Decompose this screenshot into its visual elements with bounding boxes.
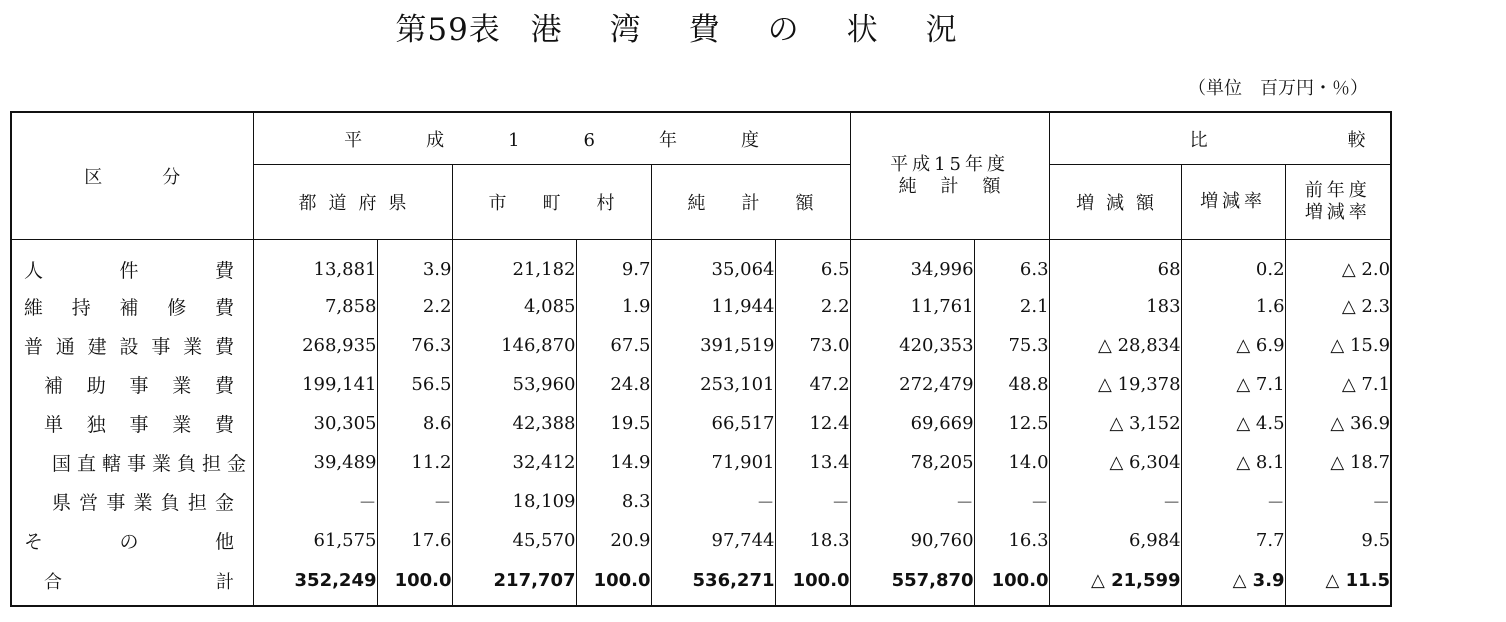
cell-muni: 32,412 — [452, 443, 576, 482]
table-row — [11, 240, 1391, 288]
header-municipality: 市町村 — [452, 165, 651, 240]
header-net-total: 純計額 — [651, 165, 850, 240]
row-label-text: 県営事業負担金 — [52, 492, 240, 514]
table-row — [11, 287, 1391, 326]
cell-diff: 6,984 — [1049, 521, 1181, 560]
header-prev-change — [1285, 165, 1391, 240]
cell-fy15: － — [850, 482, 974, 521]
cell-muni: 4,085 — [452, 287, 576, 326]
cell-net: － — [651, 482, 775, 521]
table-header — [11, 112, 1506, 240]
cell-muni: 21,182 — [452, 240, 576, 288]
cell-pref: 39,489 — [253, 443, 377, 482]
row-label — [11, 482, 253, 521]
cell-net: 35,064 — [651, 240, 775, 288]
cell-pref-pct: 2.2 — [377, 287, 452, 326]
harbor-expenses-table — [10, 111, 1506, 607]
cell-pref-pct: － — [377, 482, 452, 521]
table-row — [11, 365, 1391, 404]
row-label — [11, 287, 253, 326]
cell-muni: 18,109 — [452, 482, 576, 521]
table-row — [11, 404, 1391, 443]
row-label-text: 国直轄事業負担金 — [52, 453, 253, 475]
cell-diff: △ 19,378 — [1049, 365, 1181, 404]
cell-rate: 7.7 — [1181, 521, 1285, 560]
cell-muni: 53,960 — [452, 365, 576, 404]
cell-fy15-pct: 12.5 — [974, 404, 1049, 443]
cell-pref: 7,858 — [253, 287, 377, 326]
cell-pref-pct: 11.2 — [377, 443, 452, 482]
cell-net-pct: 100.0 — [775, 560, 850, 606]
cell-muni-pct: 67.5 — [576, 326, 651, 365]
cell-fy15: 69,669 — [850, 404, 974, 443]
cell-muni: 45,570 — [452, 521, 576, 560]
cell-pref: 30,305 — [253, 404, 377, 443]
cell-fy15-pct: 2.1 — [974, 287, 1049, 326]
cell-diff: △ 3,152 — [1049, 404, 1181, 443]
table-row — [11, 326, 1391, 365]
cell-diff: 68 — [1049, 240, 1181, 288]
row-label-text: 普通建設事業費 — [24, 336, 240, 358]
cell-muni-pct: 100.0 — [576, 560, 651, 606]
cell-diff: △ 21,599 — [1049, 560, 1181, 606]
row-label-text: 単独事業費 — [44, 414, 240, 436]
cell-fy15-pct: 14.0 — [974, 443, 1049, 482]
cell-muni-pct: 1.9 — [576, 287, 651, 326]
cell-diff: 183 — [1049, 287, 1181, 326]
cell-net: 536,271 — [651, 560, 775, 606]
row-label — [11, 521, 253, 560]
row-label — [11, 404, 253, 443]
header-prefecture: 都道府県 — [253, 165, 452, 240]
table-row — [11, 443, 1391, 482]
cell-pref: 352,249 — [253, 560, 377, 606]
cell-diff: △ 6,304 — [1049, 443, 1181, 482]
table-subject: 港湾費の状況 — [530, 12, 1005, 48]
table-row — [11, 560, 1391, 606]
cell-prev: △ 7.1 — [1285, 365, 1391, 404]
cell-muni: 42,388 — [452, 404, 576, 443]
row-label-text: 人件費 — [24, 260, 240, 282]
table-title — [0, 4, 1400, 49]
cell-pref-pct: 56.5 — [377, 365, 452, 404]
cell-net-pct: 47.2 — [775, 365, 850, 404]
cell-prev: △ 2.3 — [1285, 287, 1391, 326]
cell-rate: △ 3.9 — [1181, 560, 1285, 606]
cell-net: 71,901 — [651, 443, 775, 482]
cell-fy15-pct: 6.3 — [974, 240, 1049, 288]
row-label-text: 補助事業費 — [44, 375, 240, 397]
cell-muni: 146,870 — [452, 326, 576, 365]
header-change-amount: 増減額 — [1049, 165, 1181, 240]
header-fy15 — [850, 112, 1049, 240]
table-row — [11, 482, 1391, 521]
cell-rate: △ 4.5 — [1181, 404, 1285, 443]
cell-net: 66,517 — [651, 404, 775, 443]
cell-net-pct: － — [775, 482, 850, 521]
header-fy15-line1: 平成15年度 — [890, 154, 1010, 175]
cell-pref-pct: 8.6 — [377, 404, 452, 443]
cell-muni-pct: 19.5 — [576, 404, 651, 443]
cell-pref: 61,575 — [253, 521, 377, 560]
cell-muni-pct: 20.9 — [576, 521, 651, 560]
cell-prev: － — [1285, 482, 1391, 521]
cell-prev: △ 18.7 — [1285, 443, 1391, 482]
cell-prev: △ 11.5 — [1285, 560, 1391, 606]
cell-fy15: 78,205 — [850, 443, 974, 482]
cell-pref-pct: 3.9 — [377, 240, 452, 288]
cell-pref-pct: 76.3 — [377, 326, 452, 365]
row-label-text: その他 — [24, 531, 240, 553]
cell-net-pct: 18.3 — [775, 521, 850, 560]
cell-fy15: 90,760 — [850, 521, 974, 560]
cell-rate: 0.2 — [1181, 240, 1285, 288]
header-prev-change-line2: 増減率 — [1304, 202, 1371, 223]
cell-muni-pct: 24.8 — [576, 365, 651, 404]
cell-muni-pct: 14.9 — [576, 443, 651, 482]
header-fy15-line2: 純計額 — [898, 176, 1025, 197]
cell-pref: 268,935 — [253, 326, 377, 365]
cell-pref: 13,881 — [253, 240, 377, 288]
cell-pref-pct: 100.0 — [377, 560, 452, 606]
row-label-text: 維持補修費 — [24, 297, 240, 319]
cell-fy15: 272,479 — [850, 365, 974, 404]
row-label — [11, 443, 253, 482]
cell-fy15-pct: 100.0 — [974, 560, 1049, 606]
table-row — [11, 521, 1391, 560]
cell-rate: △ 6.9 — [1181, 326, 1285, 365]
cell-fy15-pct: － — [974, 482, 1049, 521]
cell-prev: 9.5 — [1285, 521, 1391, 560]
unit-note: （単位 百万円・％） — [1188, 78, 1368, 99]
cell-muni-pct: 8.3 — [576, 482, 651, 521]
cell-net-pct: 6.5 — [775, 240, 850, 288]
header-category: 区分 — [11, 112, 253, 240]
cell-net-pct: 2.2 — [775, 287, 850, 326]
cell-rate: △ 8.1 — [1181, 443, 1285, 482]
cell-rate: 1.6 — [1181, 287, 1285, 326]
cell-net-pct: 13.4 — [775, 443, 850, 482]
header-fy16: 平成16年度 — [253, 112, 850, 165]
cell-diff: － — [1049, 482, 1181, 521]
row-label — [11, 365, 253, 404]
cell-muni: 217,707 — [452, 560, 576, 606]
cell-net: 11,944 — [651, 287, 775, 326]
cell-prev: △ 2.0 — [1285, 240, 1391, 288]
cell-fy15-pct: 75.3 — [974, 326, 1049, 365]
cell-fy15: 420,353 — [850, 326, 974, 365]
table-number: 第59表 — [395, 12, 501, 48]
cell-pref: 199,141 — [253, 365, 377, 404]
cell-net: 253,101 — [651, 365, 775, 404]
cell-net: 97,744 — [651, 521, 775, 560]
cell-rate: △ 7.1 — [1181, 365, 1285, 404]
row-label — [11, 240, 253, 288]
header-prev-change-line1: 前年度 — [1304, 180, 1371, 201]
cell-rate: － — [1181, 482, 1285, 521]
cell-fy15: 11,761 — [850, 287, 974, 326]
cell-fy15-pct: 16.3 — [974, 521, 1049, 560]
cell-pref-pct: 17.6 — [377, 521, 452, 560]
cell-prev: △ 36.9 — [1285, 404, 1391, 443]
header-comparison: 比較 — [1049, 112, 1391, 165]
cell-pref: － — [253, 482, 377, 521]
cell-diff: △ 28,834 — [1049, 326, 1181, 365]
cell-net: 391,519 — [651, 326, 775, 365]
row-label — [11, 560, 253, 606]
cell-net-pct: 12.4 — [775, 404, 850, 443]
cell-fy15-pct: 48.8 — [974, 365, 1049, 404]
row-label — [11, 326, 253, 365]
cell-muni-pct: 9.7 — [576, 240, 651, 288]
table-body — [11, 240, 1391, 607]
header-change-rate: 増減率 — [1181, 165, 1285, 240]
cell-prev: △ 15.9 — [1285, 326, 1391, 365]
cell-net-pct: 73.0 — [775, 326, 850, 365]
cell-fy15: 557,870 — [850, 560, 974, 606]
row-label-text: 合計 — [44, 571, 240, 593]
cell-fy15: 34,996 — [850, 240, 974, 288]
